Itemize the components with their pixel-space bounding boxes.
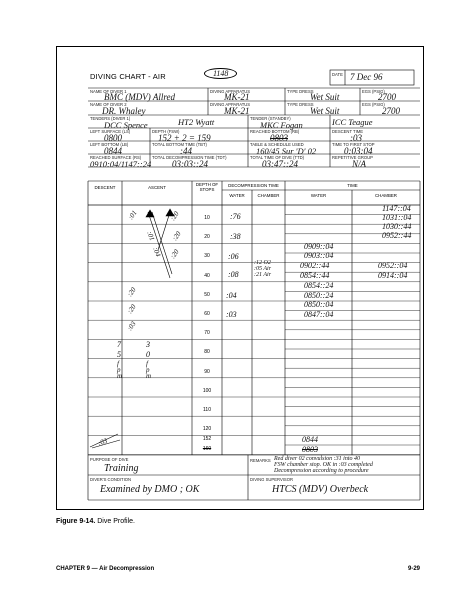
marker: p [117, 366, 121, 374]
depth-of-stop-80: 80 [204, 349, 210, 356]
diver2-egs-value: 2700 [382, 106, 400, 116]
standby-label: TENDER (STANDBY) [250, 116, 291, 121]
time-water: 0850::24 [304, 291, 334, 300]
left-surface-value: 0800 [104, 133, 122, 143]
time-water: 0854::44 [300, 271, 330, 280]
col-time-water: WATER [310, 193, 327, 198]
time-water: 0902::44 [300, 261, 330, 270]
purpose-value: Training [104, 463, 139, 474]
date-value: 7 Dec 96 [350, 72, 383, 82]
depth-of-stop-152: 152 [202, 436, 212, 442]
condition-value: Examined by DMO ; OK [100, 484, 200, 495]
descent-mark-03: :03 [96, 436, 109, 448]
depth-of-stop-100: 100 [202, 387, 212, 394]
time-water: 0909::04 [304, 242, 334, 251]
marker: 5 [117, 350, 121, 359]
remarks-value2: FSW chamber stop. OK in :03 completed [274, 462, 373, 468]
diver2-label: NAME OF DIVER 2 [90, 102, 127, 107]
remarks-value: Red diver 02 convulsion :31 into 40 [274, 456, 360, 462]
col-ascent: ASCENT [148, 185, 166, 190]
decomp-water: :06 [228, 252, 239, 261]
table-schedule-label: TABLE & SCHEDULE USED [250, 142, 304, 147]
time-chamber: 1147::04 [382, 204, 411, 213]
decomp-water: :08 [228, 270, 239, 279]
ascent-mark: :04 [151, 246, 163, 258]
reached-bottom-value: 0803 [270, 133, 288, 143]
ascent-mark: :20 [125, 302, 138, 316]
marker: f [146, 360, 148, 368]
col-decomp-water: WATER [229, 193, 245, 198]
diver2-dress-value: Wet Suit [310, 106, 340, 116]
depth-of-stop-60: 60 [204, 311, 210, 317]
marker: m [117, 372, 123, 380]
left-bottom-value: 0844 [104, 146, 122, 156]
diver1-apparatus-value: MK-21 [224, 92, 250, 102]
decomp-water: :38 [230, 232, 241, 241]
depth-of-stop-110: 110 [203, 407, 211, 413]
diver1-egs-label: EGS (PSIG) [362, 89, 385, 94]
depth-of-stop-160: 160 [202, 446, 212, 452]
repetitive-group-value: N/A [352, 159, 367, 169]
ascent-mark: :03 [125, 319, 138, 333]
descent-time-value: :03 [350, 133, 362, 143]
marker: 7 [117, 340, 121, 349]
tenders-value2: HT2 Wyatt [178, 117, 215, 127]
page-number: 9-29 [408, 566, 421, 572]
col-decomp-chamber: CHAMBER [257, 193, 280, 198]
diver1-dress-label: TYPE DRESS [287, 89, 314, 94]
depth-of-stop-120: 120 [202, 426, 212, 433]
ascent-mark: :01 [126, 208, 139, 222]
diver2-egs-label: EGS (PSIG) [362, 102, 385, 107]
repetitive-group-label: REPETITIVE GROUP [332, 155, 373, 160]
condition-label: DIVER'S CONDITION [90, 477, 132, 482]
diver1-value: BMC (MDV) Allred [104, 92, 175, 102]
depth-of-stop-70: 70 [204, 330, 210, 337]
time-chamber: 1030::44 [382, 222, 412, 231]
tbt-label: TOTAL BOTTOM TIME (TBT) [152, 142, 207, 147]
left-bottom-label: LEFT BOTTOM (LB) [90, 142, 129, 147]
supervisor-label: DIVING SUPERVISOR [250, 477, 293, 482]
time-chamber: 1031::04 [382, 213, 412, 222]
ttd-value: 03:47::24 [262, 159, 298, 169]
purpose-label: PURPOSE OF DIVE [90, 457, 129, 462]
marker: m [146, 372, 152, 380]
time-water: 0844 [302, 435, 318, 444]
time-water: 0903::04 [304, 251, 334, 260]
depth-of-stop-10: 10 [204, 215, 210, 221]
marker: p [146, 366, 150, 374]
depth-of-stop-40: 40 [204, 272, 210, 279]
reached-surface-label: REACHED SURFACE (RS) [90, 155, 142, 160]
depth-value: 152 + 2 = 159 [158, 133, 211, 143]
table-schedule-value: 160/45 Sur 'D' 02 [256, 146, 317, 156]
chapter-title: CHAPTER 9 — Air Decompression [56, 566, 155, 572]
ascent-mark: :20 [170, 229, 183, 243]
time-chamber: 0952::44 [382, 231, 412, 240]
diver1-apparatus-label: DIVING APPARATUS [210, 89, 251, 94]
remarks-label: REMARKS [250, 458, 271, 463]
time-water: 0854::24 [304, 281, 334, 290]
standby-value: MKC Fogan [260, 120, 303, 130]
diver2-apparatus-value: MK-21 [224, 106, 250, 116]
col-time: TIME [347, 183, 358, 188]
depth-of-stop-50: 50 [204, 291, 210, 298]
ascent-mark: :01 [145, 230, 157, 242]
depth-of-stop-90: 90 [204, 368, 210, 375]
marker: f [117, 360, 119, 368]
tenders-label: TENDERS (DIVER 1) [90, 116, 131, 121]
ascent-mark: :20 [125, 285, 138, 299]
diver1-dress-value: Wet Suit [310, 92, 340, 102]
chart-number: 1148 [204, 68, 237, 79]
figure-caption [56, 518, 135, 525]
depth-of-stop-20: 20 [204, 234, 210, 241]
first-stop-value: 0:03:04 [344, 146, 373, 156]
time-chamber: 0952::04 [378, 261, 408, 270]
col-decompression-time: DECOMPRESSION TIME [228, 183, 279, 188]
ttd-label: TOTAL TIME OF DIVE (TTD) [250, 155, 305, 160]
time-water: 0850::04 [304, 300, 334, 309]
decomp-water: :04 [226, 291, 237, 300]
ascent-mark: :20 [168, 209, 181, 223]
left-surface-label: LEFT SURFACE (LS) [90, 129, 131, 134]
standby-value2: ICC Teague [332, 117, 373, 127]
diver2-value: DR. Whaley [102, 106, 146, 116]
col-descent: DESCENT [94, 185, 116, 190]
col-depth-of-stops: DEPTH OF STOPS [195, 182, 219, 192]
first-stop-label: TIME TO FIRST STOP [332, 142, 375, 147]
reached-surface-value: 0910:04/1147::24 [90, 159, 152, 169]
diver1-egs-value: 2700 [378, 92, 396, 102]
chart-title: DIVING CHART - AIR [90, 72, 166, 81]
reached-bottom-label: REACHED BOTTOM (RB) [250, 129, 300, 134]
decomp-chamber: :21 Air [254, 272, 272, 278]
diver1-label: NAME OF DIVER 1 [90, 89, 127, 94]
diver2-apparatus-label: DIVING APPARATUS [210, 102, 251, 107]
decomp-water: :03 [226, 310, 237, 319]
tbt-value: :44 [180, 146, 192, 156]
time-chamber: 0914::04 [378, 271, 408, 280]
time-water: 0847::04 [304, 310, 334, 319]
depth-of-stop-30: 30 [204, 253, 210, 260]
marker: 3 [146, 340, 150, 349]
tdt-value: 03:03::24 [172, 159, 208, 169]
descent-time-label: DESCENT TIME [332, 129, 364, 134]
supervisor-value: HTCS (MDV) Overbeck [272, 484, 369, 495]
decomp-chamber: :05 Air [254, 266, 272, 272]
depth-label: DEPTH (FSW) [152, 129, 180, 134]
date-label: DATE [332, 72, 343, 77]
time-water: 0803 [302, 445, 318, 454]
tdt-label: TOTAL DECOMPRESSION TIME (TDT) [152, 155, 227, 160]
decomp-chamber: :12 O2 [254, 260, 271, 266]
diver2-dress-label: TYPE DRESS [287, 102, 314, 107]
figure-number: Figure 9-14. [56, 518, 96, 525]
col-time-chamber: CHAMBER [375, 193, 397, 198]
tenders-value: DCC Spence [104, 120, 148, 130]
ascent-mark: :20 [168, 247, 181, 261]
remarks-value3: Decompression according to procedure [274, 468, 369, 474]
decomp-water: :76 [230, 212, 241, 221]
marker: 0 [146, 350, 150, 359]
figure-text: Dive Profile. [97, 518, 135, 525]
